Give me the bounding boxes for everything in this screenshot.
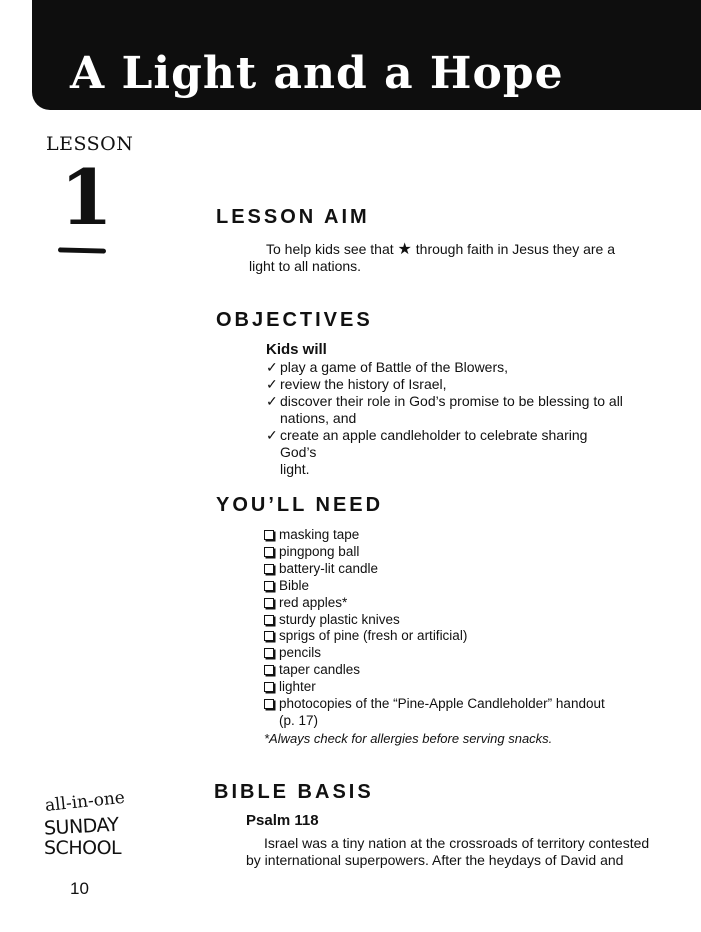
supply-item-text: pingpong ball — [279, 543, 360, 559]
supply-item-text: red apples* — [279, 594, 348, 610]
supply-item — [264, 527, 634, 544]
supply-item-text: (p. 17) — [279, 712, 319, 728]
supply-item-text: sprigs of pine (fresh or artificial) — [279, 628, 468, 644]
supply-item — [264, 662, 634, 679]
objective-item — [266, 359, 626, 376]
lesson-aim-line2: light to all nations. — [249, 258, 362, 274]
supply-item-text: pencils — [279, 645, 322, 661]
checkmark-icon: ✓ — [266, 376, 278, 392]
supply-item — [264, 679, 634, 696]
objective-item-text: nations, and — [280, 410, 357, 426]
supply-item — [264, 628, 634, 645]
all-in-one-sunday-school-logo — [43, 787, 144, 859]
supply-item-text: taper candles — [279, 662, 361, 678]
bible-basis-line1: Israel was a tiny nation at the crossroads of territory contested — [264, 835, 650, 851]
supply-item — [264, 578, 634, 595]
supply-item — [264, 595, 634, 612]
supply-item-text: masking tape — [279, 527, 360, 542]
supply-item-text: photocopies of the “Pine-Apple Candleholder” handout — [279, 696, 605, 712]
checkbox-icon — [264, 547, 274, 557]
youll-need-heading: YOU’LL NEED — [216, 494, 384, 516]
checkmark-icon: ✓ — [266, 359, 278, 375]
page-number: 10 — [70, 879, 89, 898]
objective-item-text: create an apple candleholder to celebrate sharing God’s — [280, 427, 588, 460]
objectives-list — [266, 359, 626, 478]
supply-item-text: lighter — [279, 679, 316, 695]
logo-line3: SCHOOL — [44, 837, 122, 859]
checkbox-icon — [264, 530, 274, 540]
objective-item-text: light. — [280, 461, 310, 477]
objective-item-text: review the history of Israel, — [280, 376, 447, 392]
allergy-footnote: *Always check for allergies before serving snacks. — [264, 731, 553, 746]
page-title: A Light and a Hope — [70, 48, 564, 99]
supply-item — [264, 645, 634, 662]
lesson-aim-text-after: through faith in Jesus they are a — [415, 241, 615, 257]
logo-line1: all-in-one — [44, 787, 126, 816]
checkmark-icon: ✓ — [266, 427, 278, 443]
bible-basis-heading: BIBLE BASIS — [214, 781, 374, 803]
lesson-aim-text-before: To help kids see that — [266, 241, 394, 257]
bible-basis-line2: by international superpowers. After the heydays of David and — [246, 852, 624, 868]
checkbox-icon — [264, 598, 274, 608]
objective-item — [266, 427, 626, 478]
objectives-heading: OBJECTIVES — [216, 309, 373, 331]
lesson-aim-heading: LESSON AIM — [216, 206, 370, 228]
checkbox-icon — [264, 581, 274, 591]
supply-item-text: battery-lit candle — [279, 560, 379, 576]
lesson-aim-line1 — [266, 240, 615, 258]
objective-item-text: play a game of Battle of the Blowers, — [280, 359, 509, 375]
checkbox-icon — [264, 615, 274, 625]
checkbox-icon — [264, 699, 274, 709]
youll-need-list — [264, 527, 634, 730]
checkbox-icon — [264, 665, 274, 675]
objective-item-text: discover their role in God’s promise to be blessing to all — [280, 393, 623, 409]
lesson-label: LESSON — [46, 133, 134, 155]
checkbox-icon — [264, 564, 274, 574]
lesson-number: 1 — [60, 153, 113, 242]
title-banner — [32, 0, 701, 110]
star-icon: ★ — [397, 239, 412, 258]
supply-item-text: Bible — [279, 577, 310, 593]
bible-basis-subheading: Psalm 118 — [246, 812, 319, 829]
supply-item-text: sturdy plastic knives — [279, 611, 400, 627]
lesson-number-underline — [58, 247, 106, 253]
objectives-subheading: Kids will — [266, 341, 327, 358]
objective-item — [266, 393, 626, 427]
checkbox-icon — [264, 648, 274, 658]
supply-item — [264, 696, 634, 730]
supply-item — [264, 612, 634, 629]
checkbox-icon — [264, 631, 274, 641]
checkmark-icon: ✓ — [266, 393, 278, 409]
logo-line2: SUNDAY — [43, 813, 120, 840]
checkbox-icon — [264, 682, 274, 692]
objective-item — [266, 376, 626, 393]
supply-item — [264, 544, 634, 561]
supply-item — [264, 561, 634, 578]
